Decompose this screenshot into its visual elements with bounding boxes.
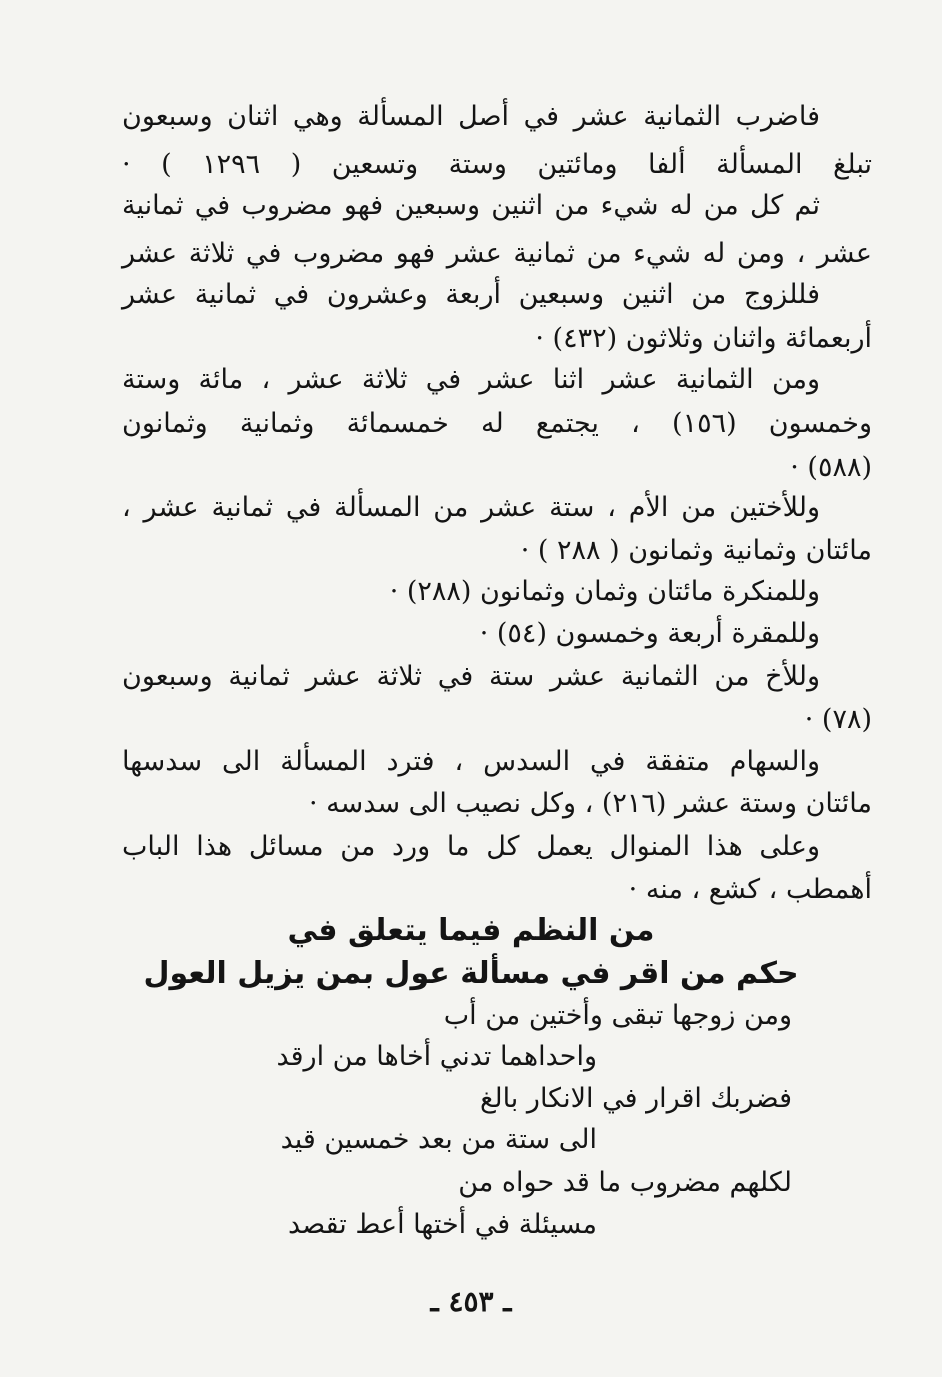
body-line: (٥٨٨) · (790, 452, 872, 483)
section-heading: من النظم فيما يتعلق في (287, 913, 655, 948)
body-line: وللمقرة أربعة وخمسون (٥٤) · (479, 618, 820, 649)
body-line: ثم كل من له شيء من اثنين وسبعين فهو مضروب في ثمانية (122, 190, 820, 221)
body-line: أربعمائة واثنان وثلاثون (٤٣٢) · (535, 323, 872, 354)
body-line: فاضرب الثمانية عشر في أصل المسألة وهي اثنان وسبعون (122, 101, 820, 132)
verse-line: ومن زوجها تبقى وأختين من أب (443, 1000, 792, 1031)
body-line: ومن الثمانية عشر اثنا عشر في ثلاثة عشر ، مائة وستة (122, 364, 820, 395)
verse-line: فضربك اقرار في الانكار بالغ (479, 1083, 792, 1114)
page-number: ـ ٤٥٣ ـ (430, 1285, 512, 1318)
body-line: أهمطب ، كشع ، منه · (628, 874, 872, 905)
body-line: مائتان وثمانية وثمانون ( ٢٨٨ ) · (520, 535, 872, 566)
body-line: تبلغ المسألة ألفا ومائتين وستة وتسعين ( ١٢٩٦ ) · (122, 149, 872, 180)
verse-line: واحداهما تدني أخاها من ارقد (276, 1041, 597, 1072)
body-line: عشر ، ومن له شيء من ثمانية عشر فهو مضروب في ثلاثة عشر (122, 238, 872, 269)
body-line: وللأخ من الثمانية عشر ستة في ثلاثة عشر ثمانية وسبعون (122, 661, 820, 692)
body-line: وخمسون (١٥٦) ، يجتمع له خمسمائة وثمانية وثمانون (122, 408, 872, 439)
body-line: والسهام متفقة في السدس ، فترد المسألة الى سدسها (122, 746, 820, 777)
section-subheading: حكم من اقر في مسألة عول بمن يزيل العول (143, 956, 799, 991)
body-line: (٧٨) · (804, 704, 872, 735)
verse-line: الى ستة من بعد خمسين قيد (280, 1124, 597, 1155)
body-line: وللمنكرة مائتان وثمان وثمانون (٢٨٨) · (389, 576, 820, 607)
verse-line: مسيئلة في أختها أعط تقصد (287, 1209, 597, 1240)
body-line: فللزوج من اثنين وسبعين أربعة وعشرون في ثمانية عشر (122, 279, 820, 310)
body-line: وللأختين من الأم ، ستة عشر من المسألة في ثمانية عشر ، (122, 492, 820, 523)
body-line: وعلى هذا المنوال يعمل كل ما ورد من مسائل هذا الباب (122, 831, 820, 862)
body-line: مائتان وستة عشر (٢١٦) ، وكل نصيب الى سدسه · (309, 788, 872, 819)
verse-line: لكلهم مضروب ما قد حواه من (458, 1167, 792, 1198)
